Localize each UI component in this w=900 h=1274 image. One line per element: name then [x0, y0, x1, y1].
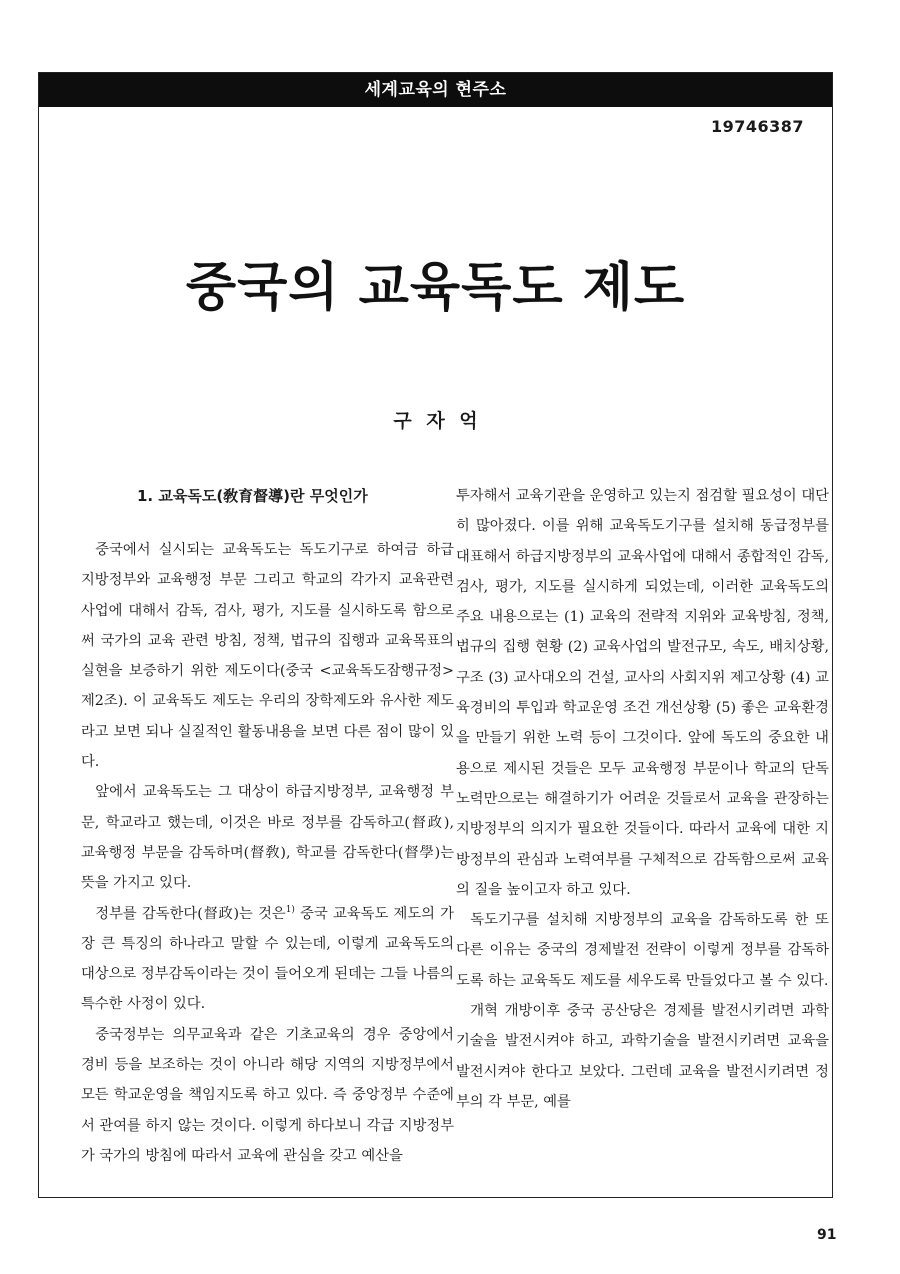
footnote-marker: 1) — [285, 904, 295, 915]
paragraph: 중국에서 실시되는 교육독도는 독도기구로 하여금 하급 지방정부와 교육행정 부문 그리고 학교의 각가지 교육관련 사업에 대해서 감독, 검사, 평가, 지도를 실시하도록 함으로써 국가의 교육 관련 방침, 정책, 법규의 집행과 교육목표의 실현을 보증하기 위한 제도이다(중국 <교육독도잠행규정> 제2조). 이 교육독도 제도는 우리의 장학제도와 유사한 제도라고 보면 되나 실질적인 활동내용을 보면 다른 점이 많이 있다. — [81, 542, 454, 771]
section-header-bar: 세계교육의 현주소 — [39, 73, 832, 107]
left-column — [81, 481, 454, 1181]
right-column — [456, 481, 829, 1181]
paragraph: 개혁 개방이후 중국 공산당은 경제를 발전시키려면 과학기술을 발전시켜야 하고, 과학기술을 발전시키려면 교육을 발전시켜야 한다고 보았다. 그런데 교육을 발전시키려면 정부의 각 부문, 예를 — [456, 1003, 829, 1110]
section-heading: 1. 교육독도(敎育督導)란 무엇인가 — [137, 487, 368, 505]
paragraph: 앞에서 교육독도는 그 대상이 하급지방정부, 교육행정 부문, 학교라고 했는데, 이것은 바로 정부를 감독하고(督政), 교육행정 부문을 감독하며(督敎), 학교를 감독한다(督學)는 뜻을 가지고 있다. — [81, 784, 454, 892]
author-name: 구 자 억 — [393, 410, 478, 432]
paragraph-text: 정부를 감독한다(督政)는 것은 — [95, 905, 286, 922]
document-number: 19746387 — [710, 117, 804, 136]
paragraph — [81, 899, 454, 1020]
paragraph: 중국정부는 의무교육과 같은 기초교육의 경우 중앙에서 경비 등을 보조하는 것이 아니라 해당 지역의 지방정부에서 모든 학교운영을 책임지도록 하고 있다. 즉 중앙정부 수준에서 관여를 하지 않는 것이다. 이렇게 하다보니 각급 지방정부가 국가의 방침에 따라서 교육에 관심을 갖고 예산을 — [81, 1026, 454, 1164]
page-frame — [38, 72, 833, 1198]
paragraph: 독도기구를 설치해 지방정부의 교육을 감독하도록 한 또 다른 이유는 중국의 경제발전 전략이 이렇게 정부를 감독하도록 하는 교육독도 제도를 세우도록 만들었다고 볼 수 있다. — [456, 912, 829, 989]
paragraph: 투자해서 교육기관을 운영하고 있는지 점검할 필요성이 대단히 많아졌다. 이를 위해 교육독도기구를 설치해 동급정부를 대표해서 하급지방정부의 교육사업에 대해서 종합적인 감독, 검사, 평가, 지도를 실시하게 되었는데, 이러한 교육독도의 주요 내용으로는 (1) 교육의 전략적 지위와 교육방침, 정책, 법규의 집행 현황 (2) 교육사업의 발전규모, 속도, 배치상황, 구조 (3) 교사대오의 건설, 교사의 사회지위 제고상황 (4) 교육경비의 투입과 학교운영 조건 개선상황 (5) 좋은 교육환경을 만들기 위한 노력 등이 그것이다. 앞에 독도의 중요한 내용으로 제시된 것들은 모두 교육행정 부문이나 학교의 단독 노력만으로는 해결하기가 어려운 것들로서 교육을 관장하는 지방정부의 의지가 필요한 것들이다. 따라서 교육에 대한 지방정부의 관심과 노력여부를 구체적으로 감독함으로써 교육의 질을 높이고자 하고 있다. — [456, 488, 829, 898]
article-title: 중국의 교육독도 제도 — [185, 258, 686, 318]
paragraph-text: 중국 교육독도 제도의 가장 큰 특징의 하나라고 말할 수 있는데, 이렇게 교육독도의 대상으로 정부감독이라는 것이 들어오게 된데는 그들 나름의 특수한 사정이 있다. — [81, 905, 454, 1013]
page-number: 91 — [817, 1227, 837, 1243]
